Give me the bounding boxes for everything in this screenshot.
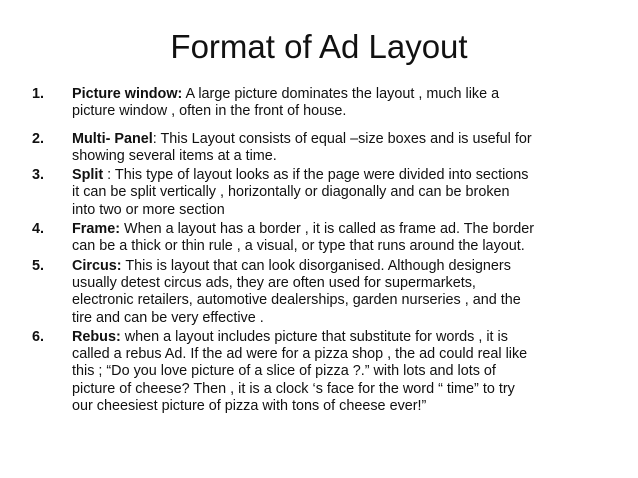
list-item-line: into two or more section	[72, 201, 225, 218]
list-item-line: can be a thick or thin rule , a visual, or type that runs around the layout.	[72, 238, 525, 255]
list-item-line	[72, 86, 604, 103]
list-item-term: Multi- Panel	[72, 130, 153, 147]
list-item-number: 1.	[32, 86, 45, 102]
list-item-line	[72, 329, 604, 346]
list-item-term: Frame:	[72, 221, 120, 238]
list-item-line: tire and can be very effective .	[72, 309, 264, 326]
list-item-line: picture of cheese? Then , it is a clock ‘s face for the word “ time” to try	[72, 380, 515, 397]
list-item-split	[32, 167, 604, 219]
list-item-line: our cheesiest picture of pizza with tons of cheese ever!”	[72, 398, 427, 415]
list-item-text: A large picture dominates the layout , much like a	[182, 86, 500, 102]
list-item-text: This is layout that can look disorganised. Although designers	[121, 257, 511, 274]
list-item-frame	[32, 221, 604, 256]
list-item-number: 2.	[32, 130, 45, 147]
slide-title: Format of Ad Layout	[170, 28, 468, 65]
list-item-picture-window	[32, 86, 604, 121]
list-item-number: 4.	[32, 221, 45, 238]
layout-format-list	[32, 86, 604, 417]
list-item-line: showing several items at a time.	[72, 147, 277, 164]
list-item-term: Split	[72, 167, 104, 184]
list-item-multi-panel	[32, 131, 604, 166]
list-item-line: this ; “Do you love picture of a slice of pizza ?.” with lots and lots of	[72, 363, 496, 380]
list-item-number: 3.	[32, 167, 45, 184]
list-item-rebus	[32, 329, 604, 415]
list-item-term: Circus:	[72, 257, 122, 274]
list-item-line	[72, 258, 604, 275]
list-item-term: Rebus:	[72, 328, 121, 345]
list-item-line: usually detest circus ads, they are often used for supermarkets,	[72, 274, 476, 291]
list-item-text: when a layout includes picture that substitute for words , it is	[120, 328, 508, 345]
list-item-line: picture window , often in the front of house.	[72, 103, 347, 120]
list-item-line: called a rebus Ad. If the ad were for a pizza shop , the ad could real like	[72, 346, 528, 363]
list-item-line	[72, 167, 604, 184]
list-item-text: : This type of layout looks as if the page were divided into sections	[103, 167, 529, 184]
list-item-number: 5.	[32, 257, 45, 274]
list-item-line	[72, 131, 604, 148]
list-item-line: it can be split vertically , horizontally or diagonally and can be broken	[72, 184, 510, 201]
list-item-circus	[32, 258, 604, 327]
list-item-number: 6.	[32, 328, 45, 345]
list-item-line	[72, 221, 604, 238]
list-item-text: : This Layout consists of equal –size boxes and is useful for	[152, 130, 532, 147]
list-item-term: Picture window:	[72, 86, 183, 102]
list-item-line: electronic retailers, automotive dealerships, garden nurseries , and the	[72, 292, 521, 309]
list-item-text: When a layout has a border , it is called as frame ad. The border	[120, 221, 535, 238]
